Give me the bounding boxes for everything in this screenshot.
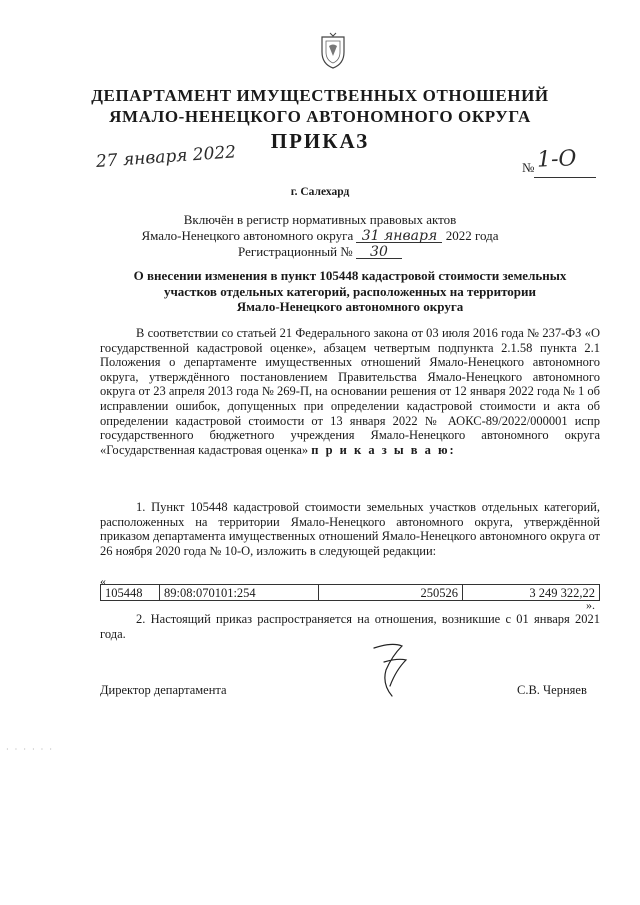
number-label: №	[522, 160, 535, 175]
handwritten-order-number: 1-О	[536, 146, 577, 173]
city: г. Салехард	[290, 186, 350, 198]
department-line-1: ДЕПАРТАМЕНТ ИМУЩЕСТВЕННЫХ ОТНОШЕНИЙ	[91, 86, 549, 105]
registry-number-handwritten: 30	[356, 246, 402, 259]
signatory-title: Директор департамента	[100, 683, 227, 697]
cell-area: 250526	[319, 585, 463, 601]
cadastral-table	[100, 584, 600, 601]
coat-of-arms-icon	[318, 32, 348, 70]
registry-number-label: Регистрационный №	[238, 244, 353, 259]
registry-year: 2022 года	[445, 228, 499, 243]
number-underline	[534, 177, 596, 178]
registry-stamp	[0, 212, 640, 260]
table-row	[101, 585, 600, 601]
handwritten-date: 27 января 2022	[95, 142, 237, 172]
quote-open: «	[100, 574, 106, 588]
registry-date-handwritten: 31 января	[356, 230, 442, 243]
cell-item-number: 105448	[101, 585, 160, 601]
item-1-paragraph: 1. Пункт 105448 кадастровой стоимости земельных участков отдельных категорий, расположенных на территории Ямало-Ненецкого автономного округа, утверждённой приказом департамента имущественных отношений Ямало-Ненецкого автономного округа от 26 ноября 2020 года № 10-О, изложить в следующей редакции:	[100, 500, 600, 558]
preamble-text: В соответствии со статьей 21 Федерального закона от 03 июля 2016 года № 237-ФЗ «О государственной кадастровой оценке», абзацем четвертым подпункта 2.1.58 пункта 2.1 Положения о департаменте имущественных отношений Ямало-Ненецкого автономного округа, утверждённого постановлением Правительства Ямало-Ненецкого автономного округа от 23 апреля 2013 года № 269-П, на основании решения от 12 января 2022 года № 1 об исправлении ошибок, допущенных при определении кадастровой стоимости и акта об определении кадастровой стоимости от 13 января 2022 № АОКС-89/2022/000001 испр государственного бюджетного учреждения Ямало-Ненецкого автономного округа «Государственная кадастровая оценка»	[100, 326, 600, 457]
registry-line-2	[0, 228, 640, 244]
document-subject	[100, 268, 600, 315]
quote-close: ».	[586, 598, 595, 612]
document-type: ПРИКАЗ	[270, 129, 370, 153]
cell-cadastral-value: 3 249 322,22	[463, 585, 600, 601]
item-2-paragraph: 2. Настоящий приказ распространяется на отношения, возникшие с 01 января 2021 года.	[100, 612, 600, 641]
subject-line-2: участков отдельных категорий, расположенных на территории	[163, 283, 537, 299]
handwritten-signature	[362, 640, 432, 700]
registry-line-3	[0, 244, 640, 260]
registry-region: Ямало-Ненецкого автономного округа	[141, 228, 354, 243]
signatory-name: С.В. Черняев	[517, 683, 587, 697]
cell-cadastral-number: 89:08:070101:254	[160, 585, 319, 601]
subject-line-1: О внесении изменения в пункт 105448 кадастровой стоимости земельных	[133, 268, 567, 283]
preamble-paragraph	[100, 326, 600, 457]
department-line-2: ЯМАЛО-НЕНЕЦКОГО АВТОНОМНОГО ОКРУГА	[109, 107, 531, 126]
registry-line-1: Включён в регистр нормативных правовых актов	[183, 212, 457, 227]
subject-line-3: Ямало-Ненецкого автономного округа	[236, 299, 464, 314]
scan-specks: · · · · · ·	[6, 745, 54, 754]
order-command: п р и к а з ы в а ю:	[311, 442, 456, 457]
department-name	[0, 85, 640, 127]
